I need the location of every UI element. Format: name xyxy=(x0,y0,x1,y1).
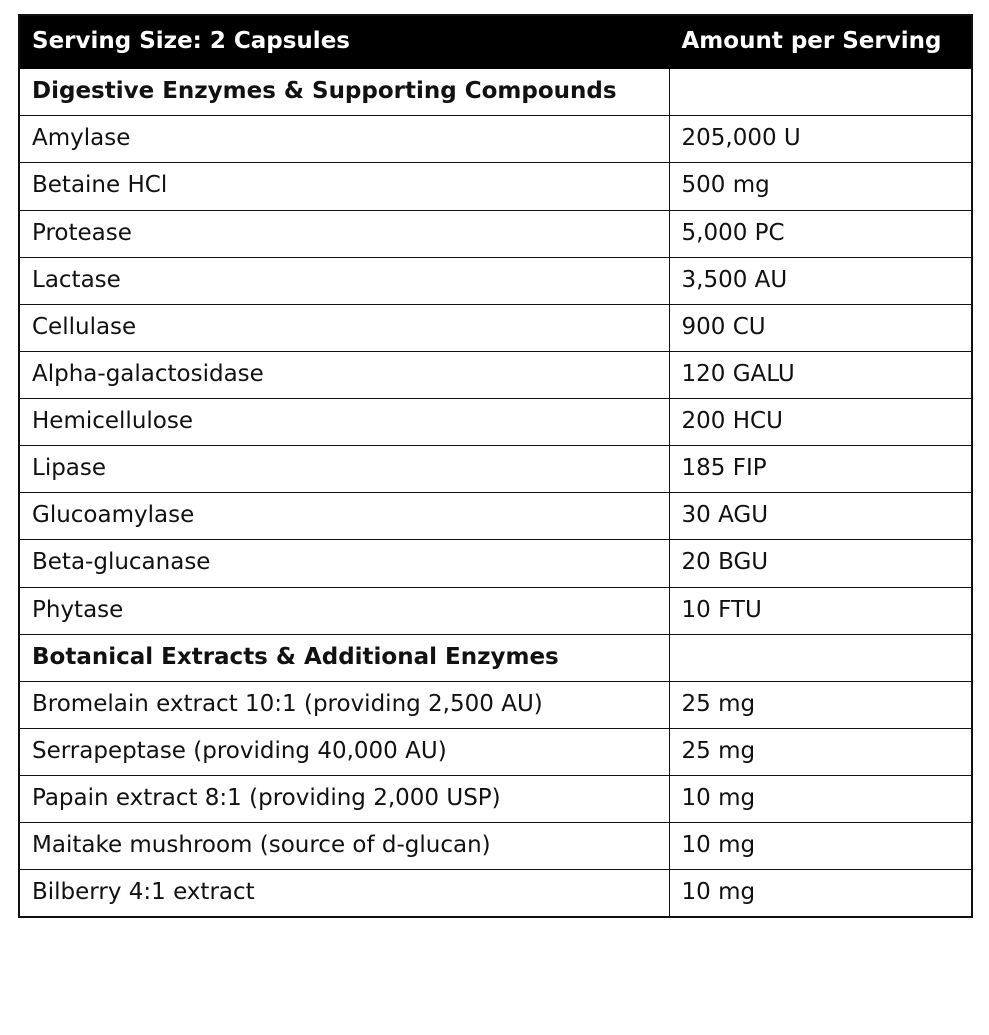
table-row xyxy=(19,304,972,351)
table-row xyxy=(19,728,972,775)
ingredient-name: Lipase xyxy=(19,446,669,493)
ingredient-name: Amylase xyxy=(19,116,669,163)
ingredient-name: Serrapeptase (providing 40,000 AU) xyxy=(19,728,669,775)
table-row xyxy=(19,399,972,446)
column-header-serving-size: Serving Size: 2 Capsules xyxy=(19,15,669,69)
ingredient-amount: 900 CU xyxy=(669,304,972,351)
ingredient-amount: 10 mg xyxy=(669,870,972,918)
ingredient-amount: 30 AGU xyxy=(669,493,972,540)
table-row xyxy=(19,163,972,210)
ingredient-name: Bromelain extract 10:1 (providing 2,500 AU) xyxy=(19,681,669,728)
table-body xyxy=(19,69,972,918)
table-row xyxy=(19,116,972,163)
ingredient-name: Papain extract 8:1 (providing 2,000 USP) xyxy=(19,776,669,823)
ingredient-name: Protease xyxy=(19,210,669,257)
table-row xyxy=(19,776,972,823)
ingredient-amount: 25 mg xyxy=(669,728,972,775)
ingredient-name: Lactase xyxy=(19,257,669,304)
table-row xyxy=(19,870,972,918)
ingredient-name: Betaine HCl xyxy=(19,163,669,210)
ingredient-name: Alpha-galactosidase xyxy=(19,351,669,398)
ingredient-amount: 185 FIP xyxy=(669,446,972,493)
ingredient-amount: 10 mg xyxy=(669,823,972,870)
ingredient-amount: 25 mg xyxy=(669,681,972,728)
table-row xyxy=(19,587,972,634)
ingredient-amount: 3,500 AU xyxy=(669,257,972,304)
table-row xyxy=(19,210,972,257)
ingredient-amount xyxy=(669,69,972,116)
ingredient-amount xyxy=(669,634,972,681)
table-row xyxy=(19,823,972,870)
section-header-label: Digestive Enzymes & Supporting Compounds xyxy=(19,69,669,116)
section-header-row xyxy=(19,69,972,116)
ingredient-amount: 20 BGU xyxy=(669,540,972,587)
table-row xyxy=(19,257,972,304)
supplement-facts-table xyxy=(18,14,973,918)
ingredient-name: Bilberry 4:1 extract xyxy=(19,870,669,918)
table-header xyxy=(19,15,972,69)
column-header-amount-per-serving: Amount per Serving xyxy=(669,15,972,69)
ingredient-amount: 200 HCU xyxy=(669,399,972,446)
ingredient-name: Cellulase xyxy=(19,304,669,351)
ingredient-amount: 500 mg xyxy=(669,163,972,210)
ingredient-name: Beta-glucanase xyxy=(19,540,669,587)
table-row xyxy=(19,681,972,728)
ingredient-amount: 10 FTU xyxy=(669,587,972,634)
table-header-row xyxy=(19,15,972,69)
table-row xyxy=(19,493,972,540)
ingredient-amount: 5,000 PC xyxy=(669,210,972,257)
ingredient-amount: 10 mg xyxy=(669,776,972,823)
table-row xyxy=(19,446,972,493)
ingredient-name: Hemicellulose xyxy=(19,399,669,446)
table-row xyxy=(19,540,972,587)
section-header-row xyxy=(19,634,972,681)
ingredient-name: Glucoamylase xyxy=(19,493,669,540)
ingredient-name: Phytase xyxy=(19,587,669,634)
section-header-label: Botanical Extracts & Additional Enzymes xyxy=(19,634,669,681)
table-row xyxy=(19,351,972,398)
ingredient-amount: 120 GALU xyxy=(669,351,972,398)
ingredient-amount: 205,000 U xyxy=(669,116,972,163)
ingredient-name: Maitake mushroom (source of d-glucan) xyxy=(19,823,669,870)
